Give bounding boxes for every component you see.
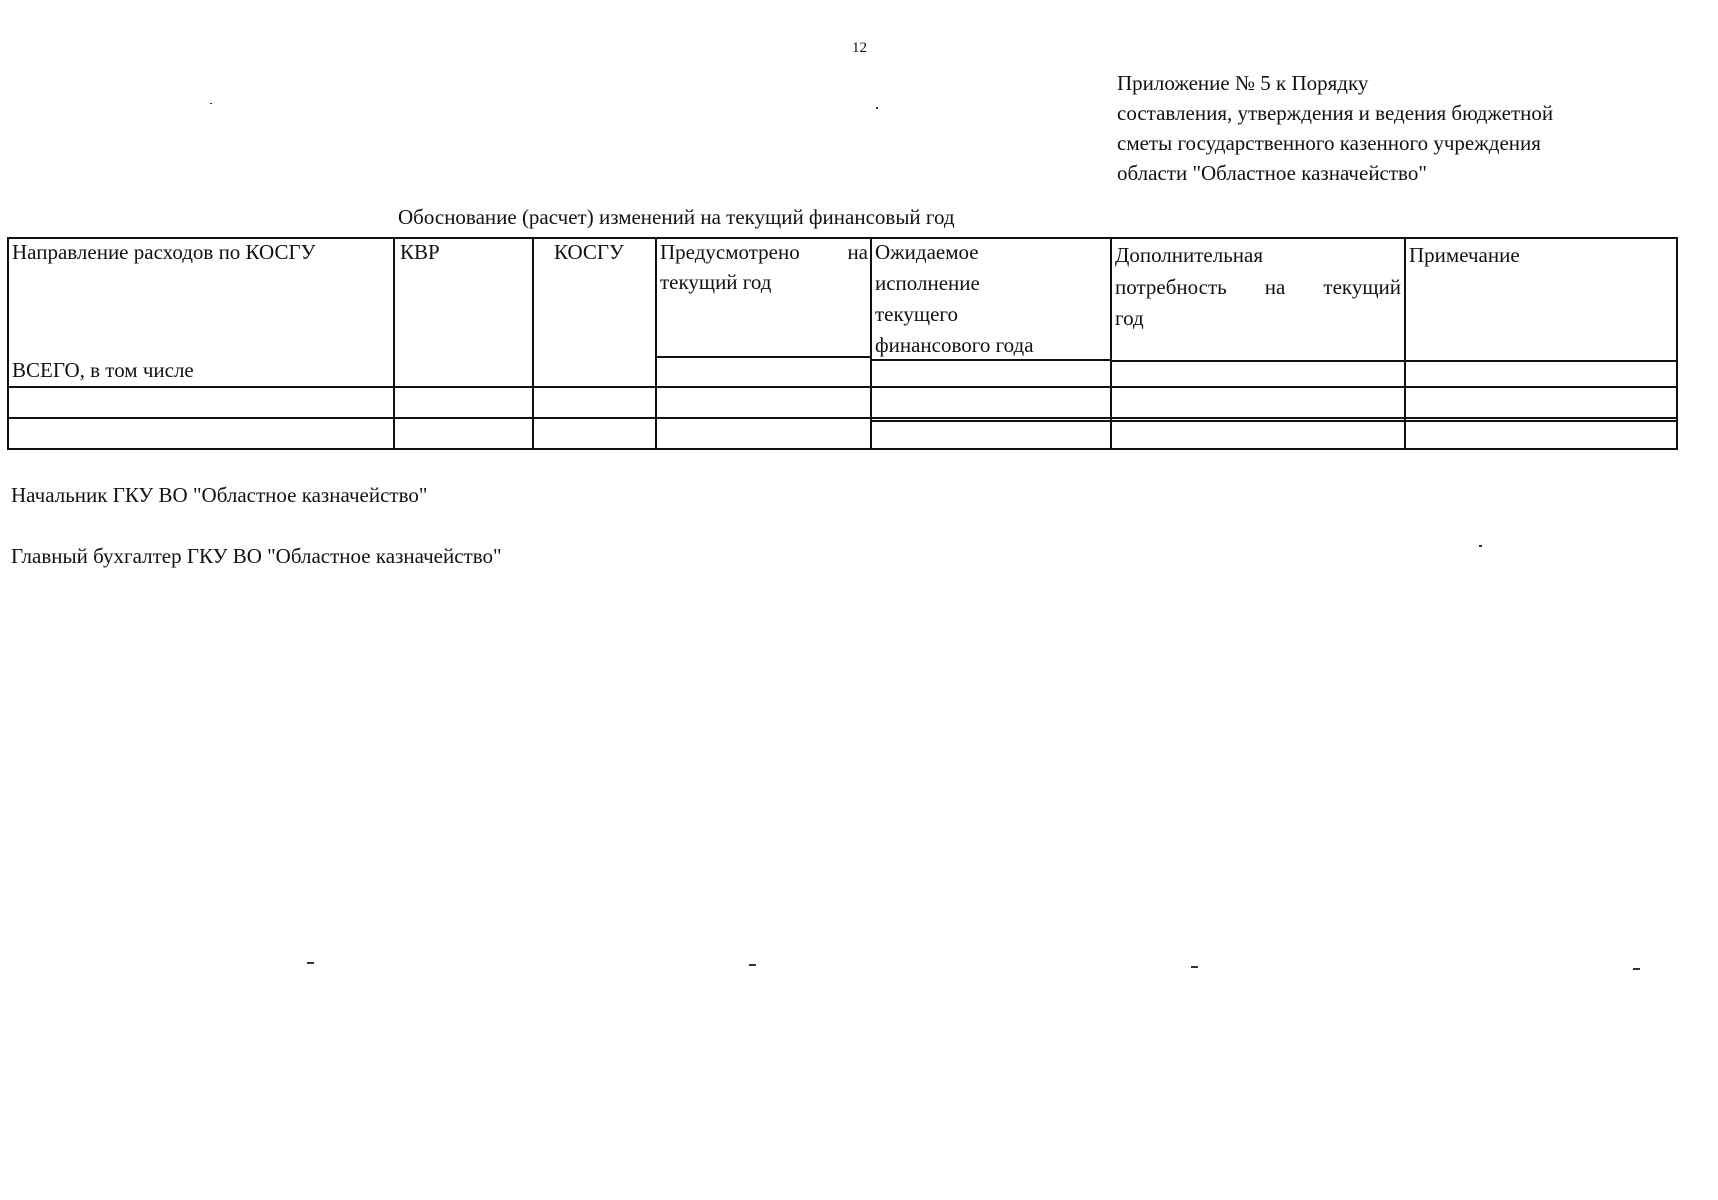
table-title: Обоснование (расчет) изменений на текущий финансовый год — [398, 205, 955, 229]
scan-speck — [307, 962, 314, 964]
appendix-note-line: составления, утверждения и ведения бюджетной — [1117, 101, 1554, 125]
header-planned-line2: текущий год — [660, 270, 772, 294]
header-additional-line2: потребность на текущий — [1115, 275, 1401, 299]
header-expected-line: Ожидаемое — [875, 240, 979, 264]
appendix-note-line: области "Областное казначейство" — [1117, 161, 1427, 185]
header-kvr: КВР — [400, 240, 440, 264]
header-kosgu: КОСГУ — [554, 240, 624, 264]
total-row-label: ВСЕГО, в том числе — [12, 358, 194, 382]
header-planned-line1: Предусмотрено на — [660, 240, 868, 264]
header-expected — [875, 237, 1107, 361]
header-expected-line: исполнение — [875, 271, 980, 295]
page-number: 12 — [852, 40, 867, 56]
header-expected-line: текущего — [875, 302, 958, 326]
signature-chief-accountant: Главный бухгалтер ГКУ ВО "Областное казначейство" — [11, 544, 502, 568]
calculation-table — [7, 237, 1679, 450]
appendix-note — [1117, 68, 1553, 188]
scan-speck — [1191, 966, 1198, 968]
scan-speck — [749, 964, 756, 966]
scan-speck — [210, 103, 212, 104]
appendix-note-line: сметы государственного казенного учреждения — [1117, 131, 1541, 155]
header-note: Примечание — [1409, 243, 1520, 267]
signature-head: Начальник ГКУ ВО "Областное казначейство" — [11, 483, 428, 507]
scan-speck — [1633, 968, 1640, 970]
header-direction: Направление расходов по КОСГУ — [12, 240, 316, 264]
header-additional-line1: Дополнительная — [1115, 243, 1264, 267]
appendix-note-line: Приложение № 5 к Порядку — [1117, 71, 1369, 95]
scan-speck — [876, 107, 878, 109]
header-additional-line3: год — [1115, 306, 1144, 330]
header-expected-line: финансового года — [875, 333, 1034, 357]
scan-speck — [1479, 545, 1482, 547]
